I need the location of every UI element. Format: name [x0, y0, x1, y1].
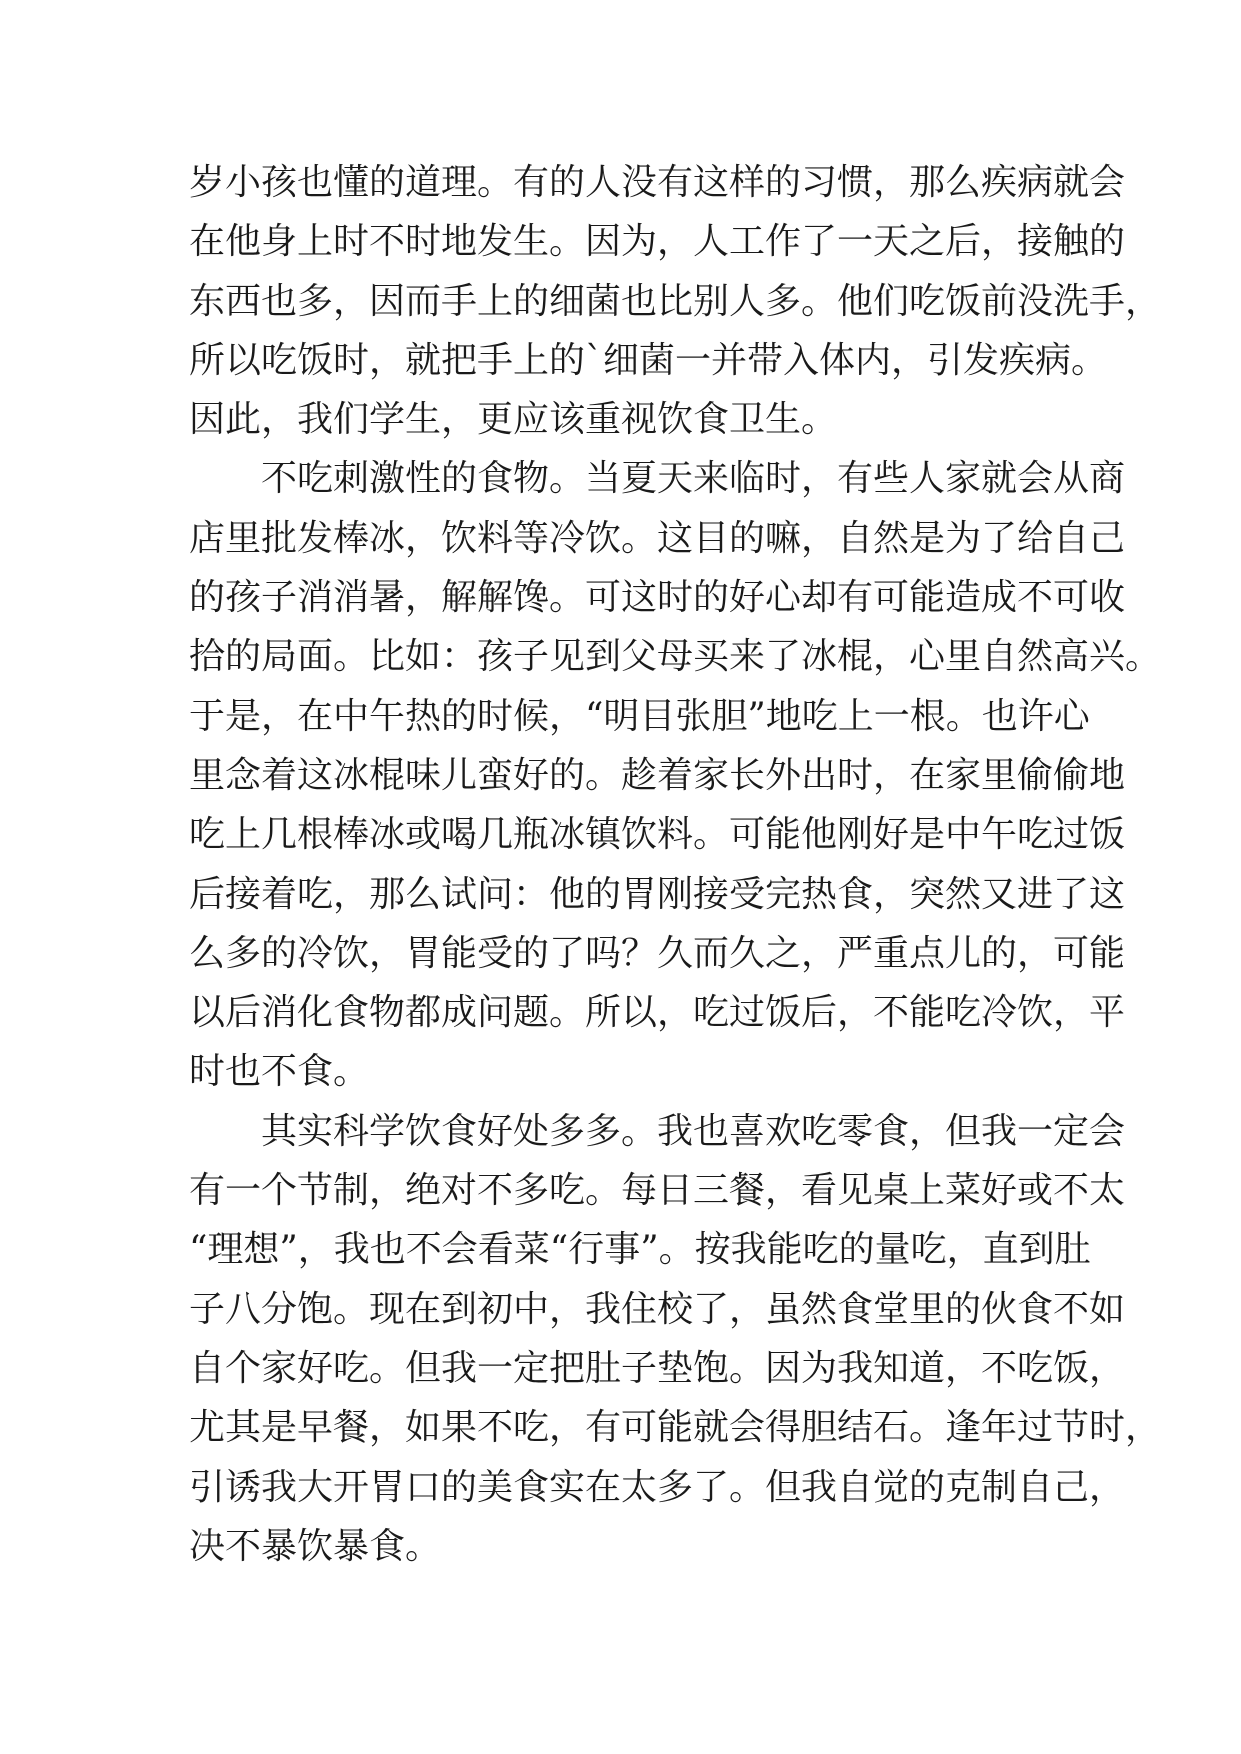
text-line: 有一个节制，绝对不多吃。每日三餐，看见桌上菜好或不太 — [189, 1170, 1126, 1212]
text-line: 其实科学饮食好处多多。我也喜欢吃零食，但我一定会 — [261, 1110, 1126, 1152]
text-line: 东西也多，因而手上的细菌也比别人多。他们吃饭前没洗手， — [189, 280, 1162, 322]
text-line: 因此，我们学生，更应该重视饮食卫生。 — [189, 399, 838, 441]
text-line: 决不暴饮暴食。 — [189, 1525, 442, 1567]
text-line: 以后消化食物都成问题。所以，吃过饭后，不能吃冷饮，平 — [189, 992, 1126, 1034]
text-line: 时也不食。 — [189, 1051, 370, 1093]
text-line: 拾的局面。比如：孩子见到父母买来了冰棍，心里自然高兴。 — [189, 636, 1162, 678]
paragraph-1 — [189, 153, 1162, 449]
text-line: 里念着这冰棍味儿蛮好的。趁着家长外出时，在家里偷偷地 — [189, 754, 1126, 796]
text-line: “理想”，我也不会看菜“行事”。按我能吃的量吃，直到肚 — [189, 1229, 1091, 1271]
text-line: 吃上几根棒冰或喝几瓶冰镇饮料。可能他刚好是中午吃过饭 — [189, 814, 1126, 856]
text-line: 后接着吃，那么试问：他的胃刚接受完热食，突然又进了这 — [189, 873, 1126, 915]
text-line: 么多的冷饮，胃能受的了吗？久而久之，严重点儿的，可能 — [189, 932, 1126, 974]
paragraph-2 — [189, 449, 1162, 1101]
text-line: 自个家好吃。但我一定把肚子垫饱。因为我知道，不吃饭， — [189, 1347, 1126, 1389]
text-line: 子八分饱。现在到初中，我住校了，虽然食堂里的伙食不如 — [189, 1288, 1126, 1330]
body-text — [189, 153, 1162, 1576]
text-line: 店里批发棒冰，饮料等冷饮。这目的嘛，自然是为了给自己 — [189, 517, 1126, 559]
text-line: 的孩子消消暑，解解馋。可这时的好心却有可能造成不可收 — [189, 577, 1126, 619]
paragraph-3 — [189, 1102, 1162, 1576]
text-line: 引诱我大开胃口的美食实在太多了。但我自觉的克制自己， — [189, 1466, 1126, 1508]
text-line: 所以吃饭时，就把手上的`细菌一并带入体内，引发疾病。 — [189, 339, 1108, 381]
text-line: 尤其是早餐，如果不吃，有可能就会得胆结石。逢年过节时， — [189, 1407, 1162, 1449]
text-line: 在他身上时不时地发生。因为，人工作了一天之后，接触的 — [189, 221, 1126, 263]
text-line: 于是，在中午热的时候，“明目张胆”地吃上一根。也许心 — [189, 695, 1090, 737]
text-line: 不吃刺激性的食物。当夏天来临时，有些人家就会从商 — [261, 458, 1126, 500]
text-line: 岁小孩也懂的道理。有的人没有这样的习惯，那么疾病就会 — [189, 162, 1126, 203]
